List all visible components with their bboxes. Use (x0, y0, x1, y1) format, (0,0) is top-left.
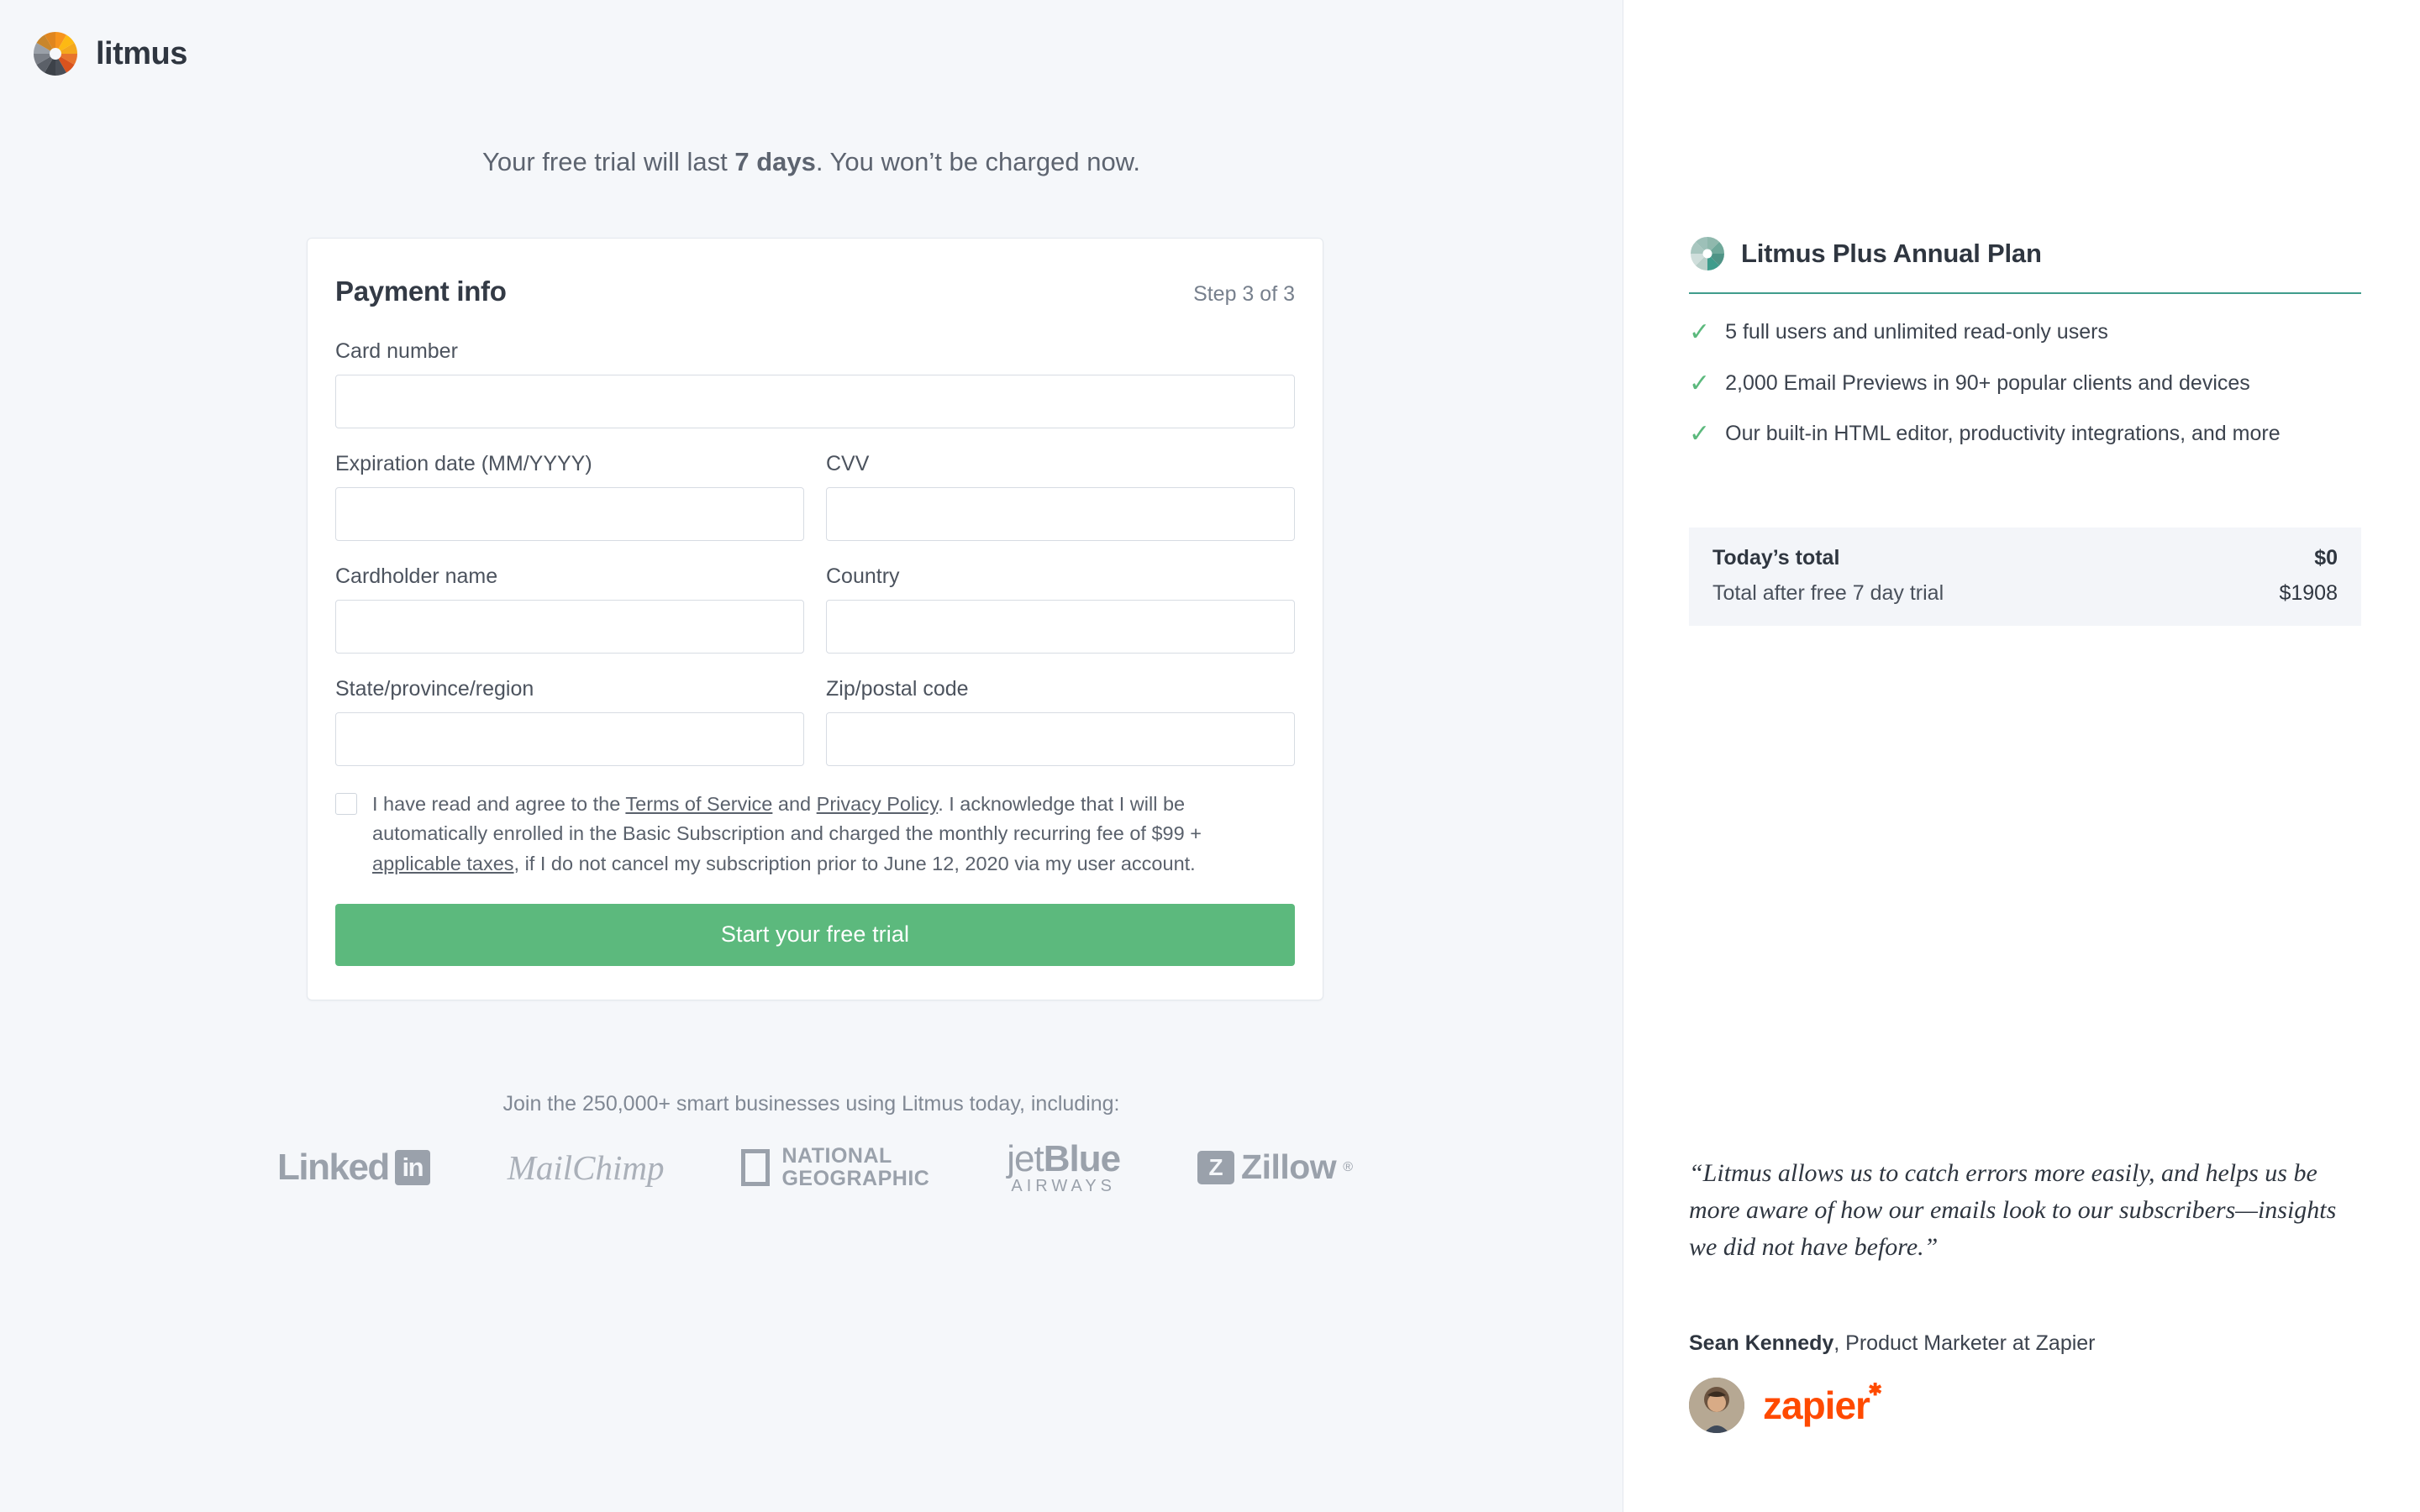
brand-name: litmus (96, 35, 187, 71)
terms-agreement (335, 790, 1295, 879)
card-number-label: Card number (335, 339, 458, 363)
testimonial-author-name: Sean Kennedy (1689, 1331, 1834, 1355)
litmus-pinwheel-icon (32, 30, 79, 77)
national-geographic-logo (741, 1145, 929, 1189)
zapier-logo (1763, 1381, 1881, 1428)
testimonial-company (1689, 1378, 1881, 1433)
jetblue-bold: Blue (1043, 1138, 1121, 1179)
applicable-taxes-link[interactable]: applicable taxes (372, 852, 514, 874)
cardholder-input[interactable] (335, 600, 804, 654)
state-input[interactable] (335, 712, 804, 766)
zapier-logo-text: zapier (1763, 1383, 1870, 1427)
social-proof-text: Join the 250,000+ smart businesses using Litmus today, including: (502, 1092, 1120, 1116)
cvv-input[interactable] (826, 487, 1295, 541)
cvv-label: CVV (826, 452, 870, 475)
check-icon: ✓ (1689, 420, 1711, 448)
order-totals (1689, 528, 2361, 626)
privacy-policy-link[interactable]: Privacy Policy (816, 793, 939, 815)
check-icon: ✓ (1689, 369, 1711, 397)
country-group (826, 564, 1295, 654)
terms-part1: I have read and agree to the (372, 793, 626, 815)
cardholder-label: Cardholder name (335, 564, 498, 588)
brand[interactable] (32, 30, 187, 77)
card-number-group (335, 339, 1295, 428)
trial-notice (0, 147, 1623, 177)
state-zip-row (335, 677, 1295, 766)
plan-header (1689, 235, 2361, 294)
payment-info-card (307, 238, 1323, 1000)
card-header (335, 276, 1295, 307)
linkedin-logo-text: Linked (277, 1146, 389, 1188)
jetblue-logo (1007, 1138, 1120, 1196)
cardholder-group (335, 564, 804, 654)
plan-title: Litmus Plus Annual Plan (1741, 239, 2042, 268)
right-panel (1623, 0, 2419, 1512)
terms-part4: , if I do not cancel my subscription prior to June 12, 2020 via my user account. (513, 852, 1196, 874)
testimonial-attribution (1689, 1331, 2096, 1356)
zip-group (826, 677, 1295, 766)
country-label: Country (826, 564, 900, 588)
state-group (335, 677, 804, 766)
zillow-text: Zillow (1241, 1147, 1337, 1186)
table-row (1712, 581, 2338, 606)
table-row (1712, 546, 2338, 570)
page-title: Payment info (335, 276, 507, 307)
expiration-group (335, 452, 804, 541)
linkedin-logo (277, 1147, 430, 1189)
cardholder-country-row (335, 564, 1295, 654)
after-trial-total-value: $1908 (2279, 581, 2338, 605)
terms-text (372, 790, 1238, 879)
terms-checkbox[interactable] (335, 793, 357, 815)
jetblue-sub: AIRWAYS (1011, 1177, 1117, 1195)
state-label: State/province/region (335, 677, 534, 701)
expiration-label: Expiration date (MM/YYYY) (335, 452, 592, 475)
expiration-input[interactable] (335, 487, 804, 541)
todays-total-label: Today’s total (1712, 546, 1840, 570)
terms-of-service-link[interactable]: Terms of Service (625, 793, 773, 815)
list-item (1689, 369, 2370, 398)
country-input[interactable] (826, 600, 1295, 654)
customer-logos (277, 1138, 1353, 1196)
mailchimp-logo (508, 1147, 665, 1188)
zip-input[interactable] (826, 712, 1295, 766)
natgeo-frame-icon (741, 1149, 770, 1186)
terms-part2: and (772, 793, 817, 815)
trial-notice-suffix: . You won’t be charged now. (815, 147, 1140, 176)
zip-label: Zip/postal code (826, 677, 969, 701)
check-icon: ✓ (1689, 318, 1711, 346)
expiration-cvv-row (335, 452, 1295, 541)
natgeo-line1: NATIONAL (781, 1144, 892, 1168)
benefit-text: 5 full users and unlimited read-only users (1725, 320, 2108, 344)
cvv-group (826, 452, 1295, 541)
benefit-text: 2,000 Email Previews in 90+ popular clients and devices (1725, 370, 2250, 395)
list-item (1689, 419, 2370, 449)
after-trial-total-label: Total after free 7 day trial (1712, 581, 1944, 605)
linkedin-logo-badge: in (395, 1150, 430, 1185)
natgeo-line2: GEOGRAPHIC (781, 1166, 930, 1190)
todays-total-value: $0 (2314, 546, 2338, 570)
card-number-input[interactable] (335, 375, 1295, 428)
trial-notice-prefix: Your free trial will last (482, 147, 735, 176)
testimonial-quote: “Litmus allows us to catch errors more easily, and helps us be more aware of how our emails look to our subscribers—insights we did not have before.” (1689, 1159, 2337, 1262)
avatar (1689, 1378, 1744, 1433)
terms-part3: . I acknowledge that I will be automatically enrolled in the Basic Subscription and charged the monthly recurring fee of $99 + (372, 793, 1202, 845)
zillow-badge: Z (1197, 1151, 1234, 1184)
list-item (1689, 318, 2370, 347)
zillow-logo (1197, 1147, 1353, 1187)
trial-notice-days: 7 days (734, 147, 816, 176)
step-indicator: Step 3 of 3 (1193, 282, 1295, 306)
start-free-trial-button[interactable]: Start your free trial (335, 904, 1295, 966)
benefit-text: Our built-in HTML editor, productivity integrations, and more (1725, 422, 2281, 445)
mailchimp-logo-text: MailChimp (507, 1147, 665, 1187)
zillow-registered-mark: ® (1343, 1159, 1353, 1174)
litmus-pinwheel-icon (1689, 235, 1726, 272)
zapier-star-icon: ✱ (1868, 1381, 1881, 1399)
plan-benefits (1689, 318, 2370, 470)
jetblue-light: jet (1007, 1138, 1044, 1179)
testimonial-author-role: , Product Marketer at Zapier (1833, 1331, 2096, 1355)
